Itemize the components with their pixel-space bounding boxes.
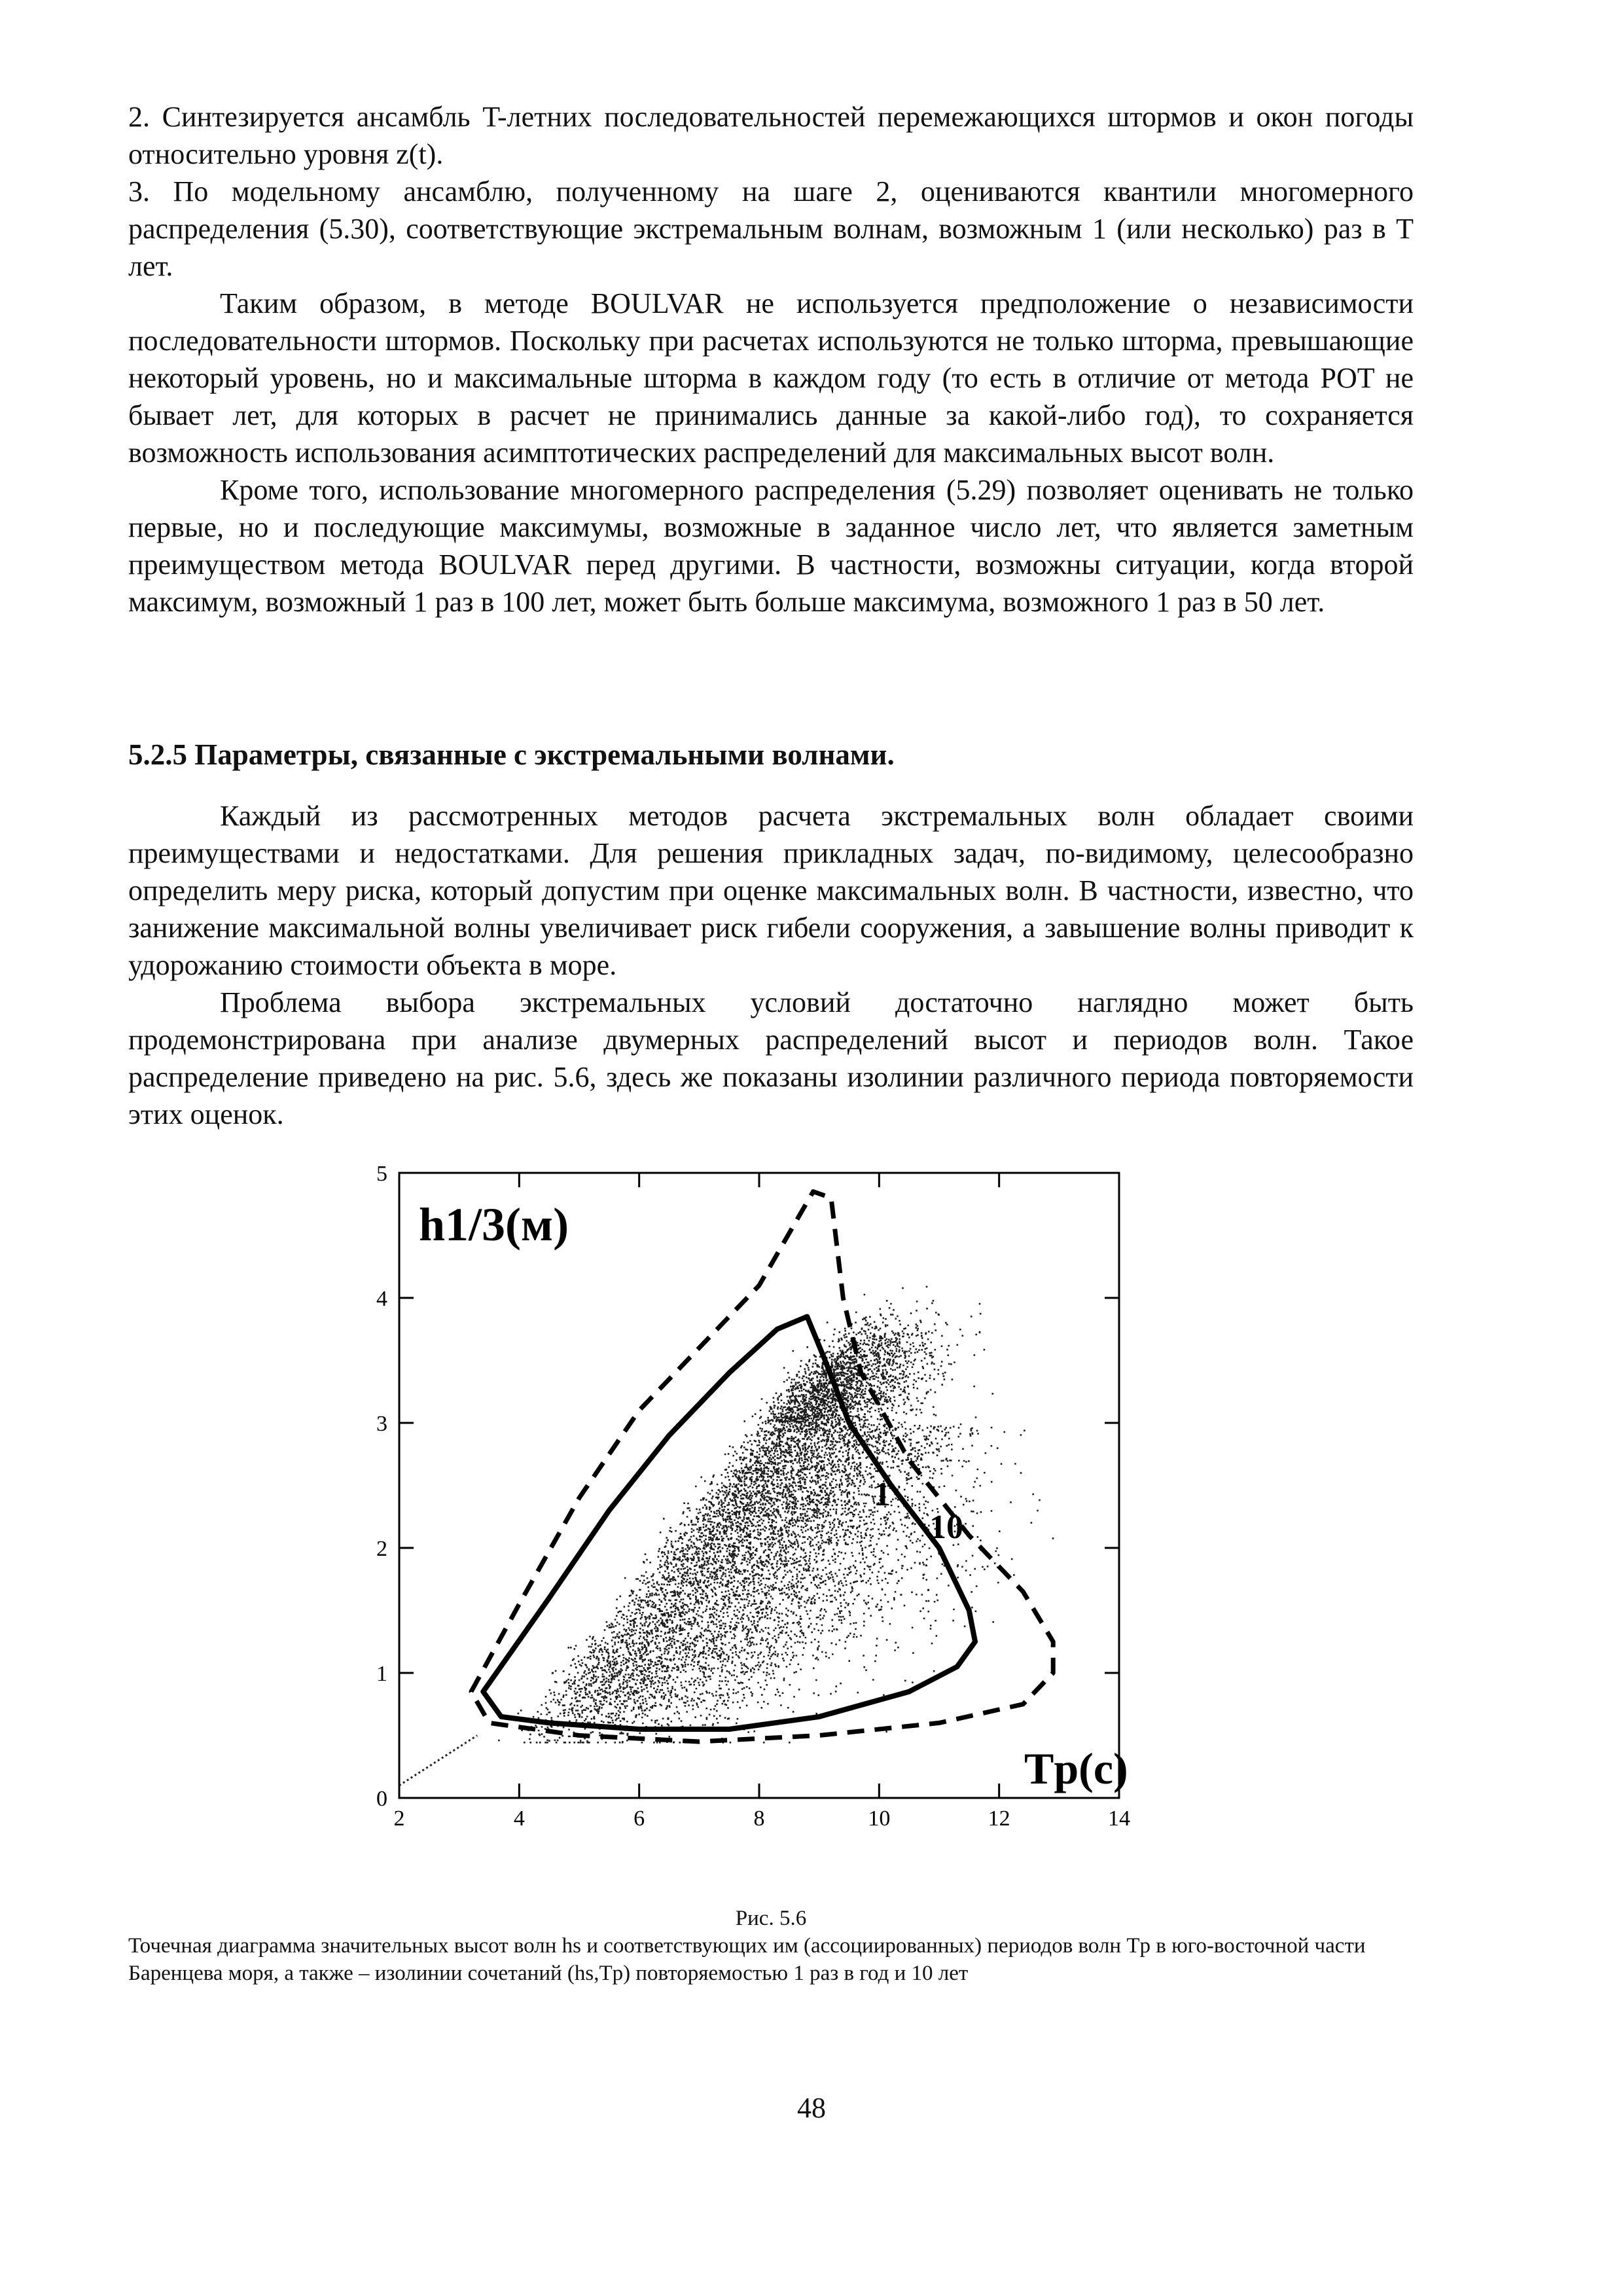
section-block [128, 736, 1414, 1133]
isoline-label-1: 1 [874, 1476, 891, 1513]
scatter-tail [399, 1736, 477, 1785]
scatter-figure [353, 1152, 1165, 1839]
figure-label: Рис. 5.6 [735, 1907, 807, 1930]
scatter-dots [498, 1286, 1054, 1744]
isoline-1 [483, 1317, 975, 1729]
y-tick-label: 4 [376, 1287, 387, 1311]
y-tick-label: 5 [376, 1162, 387, 1186]
x-tick-label: 8 [753, 1806, 765, 1831]
page-number: 48 [797, 2092, 826, 2124]
paragraph: Каждый из рассмотренных методов расчета экстремальных волн обладает своими преимуществами и недостатками. Для решения прикладных задач, по-видимому, целесообразно определить меру риска, который допустим при оценке максимальных волн. В частности, известно, что занижение максимальной волны увеличивает риск гибели сооружения, а завышение волны приводит к удорожанию стоимости объекта в море. [128, 800, 1414, 981]
isolines [471, 1192, 1053, 1742]
section-heading: 5.2.5 Параметры, связанные с экстремальными волнами. [128, 738, 895, 771]
x-tick-label: 12 [988, 1806, 1010, 1831]
x-tick-label: 4 [513, 1806, 525, 1831]
text-block-top [128, 98, 1414, 620]
isoline-10 [471, 1192, 1053, 1742]
chart-svg [353, 1152, 1165, 1839]
x-tick-label: 6 [633, 1806, 645, 1831]
paragraph: 3. По модельному ансамблю, полученному на шаге 2, оцениваются квантили многомерного распределения (5.30), соответствующие экстремальным волнам, возможным 1 (или несколько) раз в T лет. [128, 175, 1414, 282]
paragraph: Проблема выбора экстремальных условий достаточно наглядно может быть продемонстрирована при анализе двумерных распределений высот и периодов волн. Такое распределение приведено на рис. 5.6, здесь же показаны изолинии различного периода повторяемости этих оценок. [128, 986, 1414, 1130]
paragraph: Кроме того, использование многомерного распределения (5.29) позволяет оценивать не только первые, но и последующие максимумы, возможные в заданное число лет, что является заметным преимуществом метода BOULVAR перед другими. В частности, возможны ситуации, когда второй максимум, возможный 1 раз в 100 лет, может быть больше максимума, возможного 1 раз в 50 лет. [128, 474, 1414, 618]
figure-caption-block [128, 1905, 1414, 1987]
x-tick-label: 2 [393, 1806, 405, 1831]
isoline-label-10: 10 [929, 1509, 963, 1546]
y-tick-label: 0 [376, 1787, 387, 1811]
x-tick-label: 14 [1108, 1806, 1130, 1831]
figure-caption: Точечная диаграмма значительных высот волн hs и соответствующих им (ассоциированных) периодов волн Tp в юго-восточной части Баренцева моря, а также – изолинии сочетаний (hs,Tp) повторяемостью 1 раз в год и 10 лет [128, 1934, 1366, 1985]
y-tick-label: 1 [376, 1662, 387, 1686]
x-axis-label: Tp(c) [1024, 1744, 1128, 1793]
paragraph: 2. Синтезируется ансамбль T-летних последовательностей перемежающихся штормов и окон погоды относительно уровня z(t). [128, 101, 1414, 170]
x-tick-label: 10 [868, 1806, 891, 1831]
paragraph: Таким образом, в методе BOULVAR не используется предположение о независимости последовательности штормов. Поскольку при расчетах используются не только шторма, превышающие некоторый уровень, но и максимальные шторма в каждом году (то есть в отличие от метода POT не бывает лет, для которых в расчет не принимались данные за какой-либо год), то сохраняется возможность использования асимптотических распределений для максимальных высот волн. [128, 287, 1414, 469]
y-tick-label: 3 [376, 1412, 387, 1436]
y-tick-label: 2 [376, 1537, 387, 1561]
y-axis-label: h1/3(м) [419, 1198, 569, 1251]
